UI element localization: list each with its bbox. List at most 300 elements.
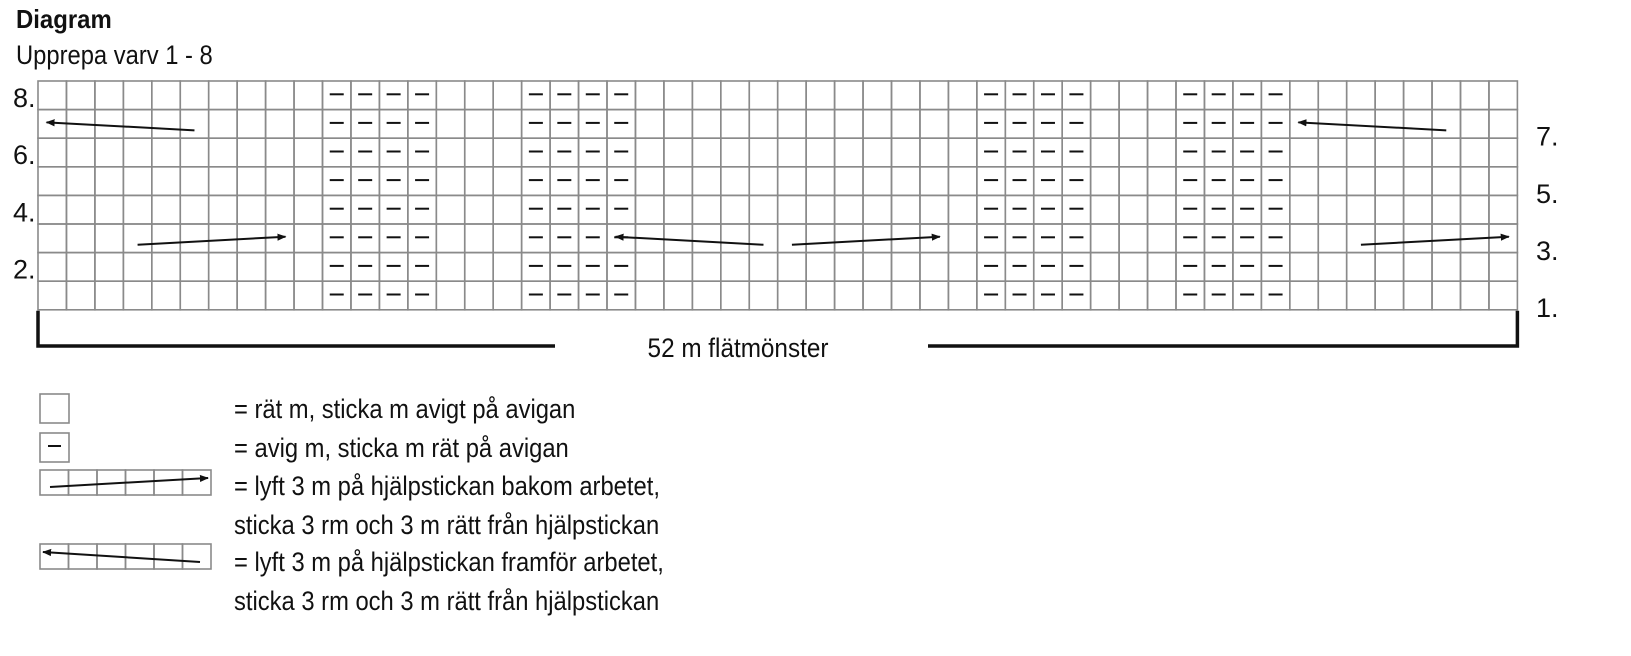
chart-cell (806, 281, 834, 310)
chart-cell (1489, 167, 1517, 196)
chart-cell (1005, 253, 1033, 282)
chart-cell (1318, 253, 1346, 282)
chart-cell (237, 167, 265, 196)
chart-cell (778, 81, 806, 110)
chart-cell (294, 281, 322, 310)
chart-cell (1461, 167, 1489, 196)
chart-cell (664, 110, 692, 139)
chart-cell (1318, 167, 1346, 196)
chart-cell (1261, 253, 1289, 282)
chart-cell (550, 253, 578, 282)
chart-cell (379, 253, 407, 282)
legend-knit-square (40, 394, 69, 423)
chart-cell (664, 253, 692, 282)
chart-cell (1461, 110, 1489, 139)
chart-cell (465, 195, 493, 224)
chart-cell (465, 281, 493, 310)
chart-cell (721, 195, 749, 224)
chart-cell (1375, 110, 1403, 139)
chart-cell (408, 253, 436, 282)
chart-cell (1347, 110, 1375, 139)
chart-cell (1034, 253, 1062, 282)
chart-cell (95, 110, 123, 139)
chart-cell (209, 195, 237, 224)
chart-cell (1404, 110, 1432, 139)
chart-cell (778, 281, 806, 310)
chart-cell (152, 253, 180, 282)
chart-cell (1347, 281, 1375, 310)
chart-cell (152, 167, 180, 196)
chart-cell (294, 195, 322, 224)
chart-cell (892, 195, 920, 224)
chart-cell (692, 138, 720, 167)
chart-cell (180, 253, 208, 282)
chart-cell (863, 167, 891, 196)
chart-cell (266, 81, 294, 110)
chart-cell (1091, 224, 1119, 253)
stitch-count-bracket (38, 311, 1517, 364)
chart-cell (123, 224, 151, 253)
chart-cell (266, 110, 294, 139)
chart-cell (1375, 81, 1403, 110)
legend-text-cable-front-2: sticka 3 rm och 3 m rätt från hjälpstickan (234, 586, 660, 616)
bracket-right (928, 311, 1517, 346)
chart-cell (66, 138, 94, 167)
chart-cell (778, 110, 806, 139)
chart-cell (1404, 81, 1432, 110)
chart-cell (977, 253, 1005, 282)
chart-cell (1148, 281, 1176, 310)
chart-cell (66, 195, 94, 224)
chart-cell (1489, 195, 1517, 224)
chart-cell (635, 195, 663, 224)
chart-cell (749, 281, 777, 310)
chart-cell (749, 110, 777, 139)
chart-cell (266, 281, 294, 310)
chart-cell (152, 281, 180, 310)
chart-cell (1432, 81, 1460, 110)
chart-cell (1461, 81, 1489, 110)
cable-arrow (616, 237, 764, 245)
chart-cell (579, 253, 607, 282)
chart-cell (863, 281, 891, 310)
chart-cell (493, 167, 521, 196)
chart-cell (1091, 110, 1119, 139)
chart-cell (863, 110, 891, 139)
chart-cell (1290, 224, 1318, 253)
chart-cell (749, 253, 777, 282)
chart-cell (465, 224, 493, 253)
chart-cell (692, 281, 720, 310)
chart-cell (152, 110, 180, 139)
chart-cell (892, 81, 920, 110)
chart-cell (806, 167, 834, 196)
chart-cell (95, 81, 123, 110)
chart-cell (1091, 138, 1119, 167)
chart-cell (721, 81, 749, 110)
chart-cell (1290, 138, 1318, 167)
chart-cell (1204, 253, 1232, 282)
chart-cell (465, 253, 493, 282)
chart-cell (152, 224, 180, 253)
chart-cell (920, 281, 948, 310)
chart-cell (806, 224, 834, 253)
chart-cell (948, 281, 976, 310)
chart-cell (436, 167, 464, 196)
chart-cell (465, 138, 493, 167)
chart-cell (664, 195, 692, 224)
chart-cell (1119, 138, 1147, 167)
chart-cell (1432, 110, 1460, 139)
chart-cell (835, 138, 863, 167)
chart-cell (1091, 167, 1119, 196)
chart-cell (465, 81, 493, 110)
chart-grid (38, 81, 1517, 310)
chart-cell (294, 253, 322, 282)
chart-cell (778, 195, 806, 224)
chart-cell (948, 167, 976, 196)
chart-cell (237, 110, 265, 139)
chart-cell (635, 253, 663, 282)
chart-cell (920, 253, 948, 282)
chart-cell (1119, 281, 1147, 310)
chart-cell (664, 81, 692, 110)
chart-cell (1347, 81, 1375, 110)
chart-cell (95, 281, 123, 310)
chart-cell (209, 253, 237, 282)
chart-cell (1375, 167, 1403, 196)
chart-cell (66, 253, 94, 282)
chart-cell (522, 253, 550, 282)
row-label-right: 7. (1536, 121, 1559, 152)
chart-cell (1148, 167, 1176, 196)
chart-cell (1091, 81, 1119, 110)
chart-cell (38, 195, 66, 224)
chart-cell (1432, 224, 1460, 253)
chart-cell (123, 138, 151, 167)
chart-cell (465, 167, 493, 196)
chart-cell (1318, 81, 1346, 110)
chart-cell (778, 167, 806, 196)
chart-cell (1176, 253, 1204, 282)
chart-cell (1432, 195, 1460, 224)
chart-cell (1290, 195, 1318, 224)
legend-text-cable-back-1: = lyft 3 m på hjälpstickan bakom arbetet, (234, 471, 660, 501)
chart-cell (237, 195, 265, 224)
cable-arrow (1361, 237, 1509, 245)
chart-cell (95, 253, 123, 282)
chart-cell (1148, 138, 1176, 167)
chart-cell (1489, 281, 1517, 310)
chart-cell (209, 138, 237, 167)
chart-cell (892, 167, 920, 196)
chart-cell (1375, 195, 1403, 224)
chart-cell (806, 195, 834, 224)
chart-cell (493, 281, 521, 310)
chart-cell (835, 224, 863, 253)
chart-cell (920, 167, 948, 196)
chart-cell (95, 167, 123, 196)
chart-cell (66, 167, 94, 196)
chart-cell (237, 81, 265, 110)
chart-cell (294, 167, 322, 196)
chart-cell (1375, 138, 1403, 167)
chart-cell (1119, 81, 1147, 110)
chart-cell (692, 253, 720, 282)
chart-cell (806, 110, 834, 139)
chart-cell (323, 253, 351, 282)
chart-cell (721, 138, 749, 167)
chart-cell (806, 81, 834, 110)
chart-cell (920, 138, 948, 167)
chart-cell (806, 253, 834, 282)
chart-cell (948, 253, 976, 282)
chart-cell (493, 253, 521, 282)
chart-cell (607, 253, 635, 282)
chart-cell (948, 110, 976, 139)
chart-cell (1290, 167, 1318, 196)
chart-cell (1489, 138, 1517, 167)
chart-cell (692, 110, 720, 139)
diagram-title: Diagram (16, 4, 112, 34)
chart-cell (180, 138, 208, 167)
chart-cell (635, 110, 663, 139)
chart-cell (436, 253, 464, 282)
row-label-left: 8. (13, 83, 36, 113)
chart-cell (778, 253, 806, 282)
chart-cell (664, 167, 692, 196)
chart-cell (863, 81, 891, 110)
chart-cell (1347, 253, 1375, 282)
row-label-right: 5. (1536, 178, 1559, 209)
chart-cell (493, 224, 521, 253)
chart-cell (180, 81, 208, 110)
chart-cell (863, 224, 891, 253)
chart-cell (948, 81, 976, 110)
chart-cell (1347, 167, 1375, 196)
chart-cell (436, 281, 464, 310)
chart-cell (436, 81, 464, 110)
chart-cell (721, 110, 749, 139)
chart-cell (1404, 138, 1432, 167)
chart-cell (635, 281, 663, 310)
chart-cell (1119, 167, 1147, 196)
chart-cell (436, 195, 464, 224)
chart-cell (835, 110, 863, 139)
chart-cell (835, 281, 863, 310)
chart-cell (1233, 253, 1261, 282)
chart-cell (152, 81, 180, 110)
cable-arrow (1298, 122, 1446, 130)
chart-cell (863, 138, 891, 167)
chart-cell (1290, 253, 1318, 282)
chart-cell (721, 224, 749, 253)
chart-cell (749, 167, 777, 196)
chart-cell (948, 224, 976, 253)
chart-cell (180, 167, 208, 196)
chart-cell (692, 224, 720, 253)
chart-cell (180, 195, 208, 224)
row-label-right: 1. (1536, 293, 1559, 324)
chart-cell (1432, 138, 1460, 167)
chart-cell (351, 253, 379, 282)
chart-cell (38, 81, 66, 110)
chart-cell (835, 167, 863, 196)
chart-cell (1347, 138, 1375, 167)
chart-cell (209, 81, 237, 110)
chart-cell (1404, 281, 1432, 310)
chart-cell (1148, 81, 1176, 110)
chart-cell (635, 138, 663, 167)
chart-cell (152, 138, 180, 167)
chart-cell (123, 253, 151, 282)
chart-cell (123, 81, 151, 110)
chart-cell (1318, 195, 1346, 224)
chart-cell (66, 281, 94, 310)
chart-cell (892, 281, 920, 310)
chart-cell (721, 167, 749, 196)
chart-cell (892, 138, 920, 167)
chart-cell (123, 195, 151, 224)
chart-cell (123, 167, 151, 196)
chart-cell (436, 138, 464, 167)
chart-cell (1461, 253, 1489, 282)
row-labels (13, 83, 1559, 323)
chart-cell (95, 195, 123, 224)
chart-cell (493, 81, 521, 110)
chart-cell (1461, 281, 1489, 310)
chart-cell (1091, 195, 1119, 224)
chart-cell (1119, 110, 1147, 139)
chart-cell (892, 110, 920, 139)
chart-cell (123, 281, 151, 310)
chart-cell (294, 138, 322, 167)
chart-cell (635, 167, 663, 196)
chart-cell (1432, 281, 1460, 310)
chart-cell (209, 167, 237, 196)
chart-cell (1318, 224, 1346, 253)
chart-cell (692, 195, 720, 224)
legend-cable-back (40, 470, 211, 495)
cable-arrow (138, 237, 286, 245)
chart-cell (237, 281, 265, 310)
chart-cell (778, 224, 806, 253)
chart-cell (920, 110, 948, 139)
chart-cell (1432, 253, 1460, 282)
chart-cell (1375, 224, 1403, 253)
chart-cell (38, 224, 66, 253)
chart-cell (1148, 110, 1176, 139)
chart-cell (1318, 281, 1346, 310)
chart-cell (1091, 253, 1119, 282)
cable-arrow (792, 237, 940, 245)
chart-cell (1461, 138, 1489, 167)
chart-cell (209, 224, 237, 253)
chart-cell (493, 110, 521, 139)
chart-cell (1119, 224, 1147, 253)
chart-cell (1091, 281, 1119, 310)
chart-cell (1119, 253, 1147, 282)
chart-cell (1489, 81, 1517, 110)
chart-cell (1375, 281, 1403, 310)
chart-cell (1461, 195, 1489, 224)
chart-cell (38, 253, 66, 282)
legend-text-cable-front-1: = lyft 3 m på hjälpstickan framför arbetet, (234, 547, 664, 577)
chart-cell (1489, 110, 1517, 139)
chart-cell (635, 81, 663, 110)
chart-cell (1432, 167, 1460, 196)
chart-cell (1347, 195, 1375, 224)
chart-cell (1290, 81, 1318, 110)
chart-cell (38, 281, 66, 310)
legend-text-cable-back-2: sticka 3 rm och 3 m rätt från hjälpstickan (234, 510, 660, 540)
chart-cell (1404, 224, 1432, 253)
chart-cell (294, 110, 322, 139)
chart-cell (209, 281, 237, 310)
chart-cell (721, 253, 749, 282)
chart-cell (664, 281, 692, 310)
row-label-left: 2. (13, 254, 36, 285)
diagram-subtitle: Upprepa varv 1 - 8 (16, 40, 213, 70)
cable-arrow (47, 122, 195, 130)
chart-cell (95, 138, 123, 167)
chart-cell (1062, 253, 1090, 282)
chart-cell (465, 110, 493, 139)
chart-cell (749, 138, 777, 167)
chart-cell (95, 224, 123, 253)
chart-cell (664, 224, 692, 253)
legend-symbols (40, 394, 211, 569)
chart-cell (266, 253, 294, 282)
chart-cell (38, 138, 66, 167)
chart-cell (1290, 281, 1318, 310)
chart-cell (266, 195, 294, 224)
chart-cell (123, 110, 151, 139)
chart-cell (749, 195, 777, 224)
chart-cell (749, 81, 777, 110)
chart-cell (66, 81, 94, 110)
row-label-left: 4. (13, 197, 36, 228)
chart-cell (1148, 224, 1176, 253)
chart-cell (180, 110, 208, 139)
chart-cell (692, 167, 720, 196)
chart-cell (266, 167, 294, 196)
chart-cell (835, 195, 863, 224)
chart-cell (749, 224, 777, 253)
chart-cell (948, 195, 976, 224)
bracket-label: 52 m flätmönster (647, 333, 829, 364)
chart-cell (806, 138, 834, 167)
chart-cell (180, 281, 208, 310)
chart-cell (920, 195, 948, 224)
chart-cell (835, 81, 863, 110)
chart-cell (436, 110, 464, 139)
chart-cell (294, 81, 322, 110)
chart-cell (152, 195, 180, 224)
chart-cell (1119, 195, 1147, 224)
chart-cell (1148, 253, 1176, 282)
chart-cell (664, 138, 692, 167)
chart-cell (1347, 224, 1375, 253)
chart-cell (920, 81, 948, 110)
chart-cell (237, 138, 265, 167)
legend-text-purl: = avig m, sticka m rät på avigan (234, 433, 569, 463)
chart-cell (180, 224, 208, 253)
chart-cell (863, 253, 891, 282)
chart-cell (1404, 195, 1432, 224)
chart-cell (1375, 253, 1403, 282)
legend-purl-square (40, 433, 69, 462)
